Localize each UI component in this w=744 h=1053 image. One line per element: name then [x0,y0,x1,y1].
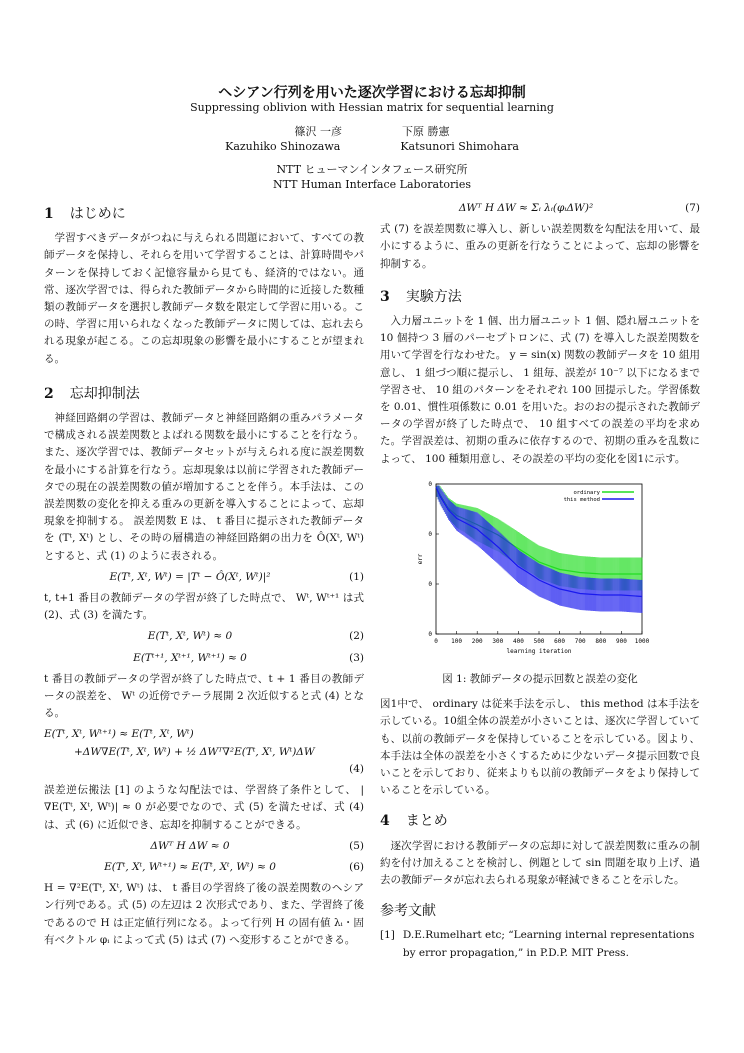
x-tick-label: 100 [451,637,463,645]
paper-title-ja: ヘシアン行列を用いた逐次学習における忘却抑制 [218,85,526,101]
series-band-1 [437,485,642,613]
authors-en [0,140,744,153]
equation-4: E(Tᵗ, Xᵗ, Wᵗ⁺¹) ≈ E(Tᵗ, Xᵗ, Wᵗ) +ΔW∇E(Tᵗ, Xᵗ, Wᵗ) + ½ ΔWᵀ∇²E(Tᵗ, Xᵗ, Wᵗ)ΔW (4) [44,728,364,775]
x-tick-label: 400 [512,637,524,645]
y-tick-label: 0 [428,480,432,488]
paper-title-en: Suppressing oblivion with Hessian matrix for sequential learning [190,101,554,114]
equation-7: ΔWᵀ H ΔW ≈ Σᵢ λᵢ(φᵢΔW)² (7) [458,202,700,214]
x-tick-label: 700 [574,637,586,645]
author-1-en: Kazuhiko Shinozawa [225,140,341,153]
error-chart [380,476,700,661]
x-tick-label: 1000 [634,637,650,645]
section-4-heading: 4 まとめ [380,813,448,830]
section-1-paragraph: 学習すべきデータがつねに与えられる問題において、すべての教師データを保持し、それらを用いて学習することは、計算時間やパターンを保持しておく記憶容量から見ても、経済的ではない。通常、逐次学習では、得られた教師データから時間的に近接した数種類の教師データを選択し教師データ数を限定して学習に用いる。この時、学習に用いられなくなった教師データに関しては、忘れ去られる現象が起こる。この忘却現象の影響を最小にすることが望まれる。 [44,232,364,365]
section-2-paragraph-4: 誤差逆伝搬法 [1] のような勾配法では、学習終了条件として、 |∇E(Tᵗ, Xᵗ, Wᵗ)| ≈ 0 が必要でなので、式 (5) を満たせば、式 (4) は、式 (6) に近似でき、忘却を抑制することができる。 [44,784,364,831]
y-axis-label: err [417,553,424,565]
x-tick-label: 900 [615,637,627,645]
section-2-paragraph-3: t 番目の教師データの学習が終了した時点で、t + 1 番目の教師データの誤差を、 Wᵗ の近傍でテーラ展開 2 次近似すると式 (4) となる。 [44,672,364,720]
left-column [44,196,364,949]
right-column [380,196,700,962]
legend-label-0: ordinary [573,489,600,496]
references-heading: 参考文献 [380,903,436,920]
equation-3: E(Tᵗ⁺¹, Xᵗ⁺¹, Wᵗ⁺¹) ≈ 0 (3) [133,651,364,664]
affiliation-ja: NTT ヒューマンインタフェース研究所 [276,163,468,176]
section-3-paragraph: 入力層ユニットを 1 個、出力層ユニット 1 個、隠れ層ユニットを 10 個持つ 3 層のパーセプトロンに、式 (7) を導入した誤差関数を用いて学習を行なわせた。 y = sin(x) 関数の教師データを 10 組用意し、 1 組づつ順に提示し、 1 組毎、誤差が 10⁻⁷ 以下になるまで学習させ、 10 組のパターンをそれぞれ 100 回提示した。学習係数を 0.01、慣性項係数に 0.01 を用いた。おのおの提示された教師データの学習が終了した時点で、 10 組すべての誤差の平均を求めた。学習誤差は、初期の重みに依存するので、初期の重みを乱数によって、 100 種類用意し、その誤差の平均の変化を図1に示す。 [380,315,700,465]
x-tick-label: 0 [434,637,438,645]
right-top-paragraph: 式 (7) を誤差関数に導入し、新しい誤差関数を勾配法を用いて、最小にするように、重みの更新を行なうことによって、忘却の影響を抑制する。 [380,223,700,270]
author-2-en: Katsunori Shimohara [400,140,519,153]
x-tick-label: 500 [533,637,545,645]
figure-1 [380,476,700,667]
section-4-paragraph: 逐次学習における教師データの忘却に対して誤差関数に重みの制約を付け加えることを検討し、例題として sin 問題を取り上げ、過去の教師データが忘れ去られる現象が軽減できることを示した。 [380,839,700,887]
figure-1-caption: 図 1: 教師データの提示回数と誤差の変化 [442,673,638,686]
x-tick-label: 600 [554,637,566,645]
author-2-ja: 下原 勝憲 [402,125,450,138]
equation-6: E(Tᵗ, Xᵗ, Wᵗ⁺¹) ≈ E(Tᵗ, Xᵗ, Wᵗ) ≈ 0 (6) [104,860,364,873]
author-1-ja: 篠沢 一彦 [294,125,342,138]
y-tick-label: 0 [428,630,432,638]
section-3-heading: 3 実験方法 [380,288,462,305]
x-tick-label: 800 [595,637,607,645]
authors-ja [0,123,744,139]
section-2-paragraph-2: t, t+1 番目の教師データの学習が終了した時点で、 Wᵗ, Wᵗ⁺¹ は式 (2)、式 (3) を満たす。 [44,592,364,622]
reference-item: [1] D.E.Rumelhart etc; “Learning internal representations by error propagation,” in P.D.P. MIT Press. [380,929,695,959]
section-2-paragraph-5: H = ∇²E(Tᵗ, Xᵗ, Wᵗ) は、 t 番目の学習終了後の誤差関数のヘシアン行列である。式 (5) の左辺は 2 次形式であり、また、学習終了後であるので H は正定値行列になる。よって行列 H の固有値 λᵢ・固有ベクトル φᵢ によって式 (5) は式 (7) へ変形することができる。 [44,882,364,946]
legend-label-1: this method [563,496,600,503]
equation-5: ΔWᵀ H ΔW ≈ 0 (5) [150,839,364,852]
x-tick-label: 300 [492,637,504,645]
y-tick-label: 0 [428,530,432,538]
section-1-heading: 1 はじめに [44,206,126,222]
x-tick-label: 200 [471,637,483,645]
equation-2: E(Tᵗ, Xᵗ, Wᵗ) ≈ 0 (2) [147,630,364,643]
y-tick-label: 0 [428,580,432,588]
figure-discussion-paragraph: 図1中で、 ordinary は従来手法を示し、 this method は本手法を示している。10組全体の誤差が小さいことは、逐次に学習していても、以前の教師データを保持していることを示している。図より、本手法は全体の誤差を小さくするために少ないデータ提示回数で良いことを示しており、従来よりも以前の教師データをより保持していることを示している。 [380,698,700,797]
section-2-paragraph-1: 神経回路網の学習は、教師データと神経回路網の重みパラメータで構成される誤差関数とよばれる関数を最小にすることを行なう。また、逐次学習では、教師データセットが与えられる度に誤差関数を最小にする計算を行なう。忘却現象は以前に学習された教師データでの現在の誤差関数の値が増加することを伴う。本手法は、この誤差関数の変化を抑える重みの更新を導入することによって、忘却現象を抑制する。 誤差関数 E は、 t 番目に提示された教師データを (Tᵗ, Xᵗ) とし、その時の層構造の神経回路網の出力を Ô(Xᵗ, Wᵗ) とすると、式 (1) のように表される。 [44,412,364,562]
affiliation-en: NTT Human Interface Laboratories [273,178,471,191]
x-axis-label: learning iteration [506,647,572,655]
equation-1: E(Tᵗ, Xᵗ, Wᵗ) = |Tᵗ − Ô(Xᵗ, Wᵗ)|² (1) [109,570,364,583]
section-2-heading: 2 忘却抑制法 [44,385,140,402]
